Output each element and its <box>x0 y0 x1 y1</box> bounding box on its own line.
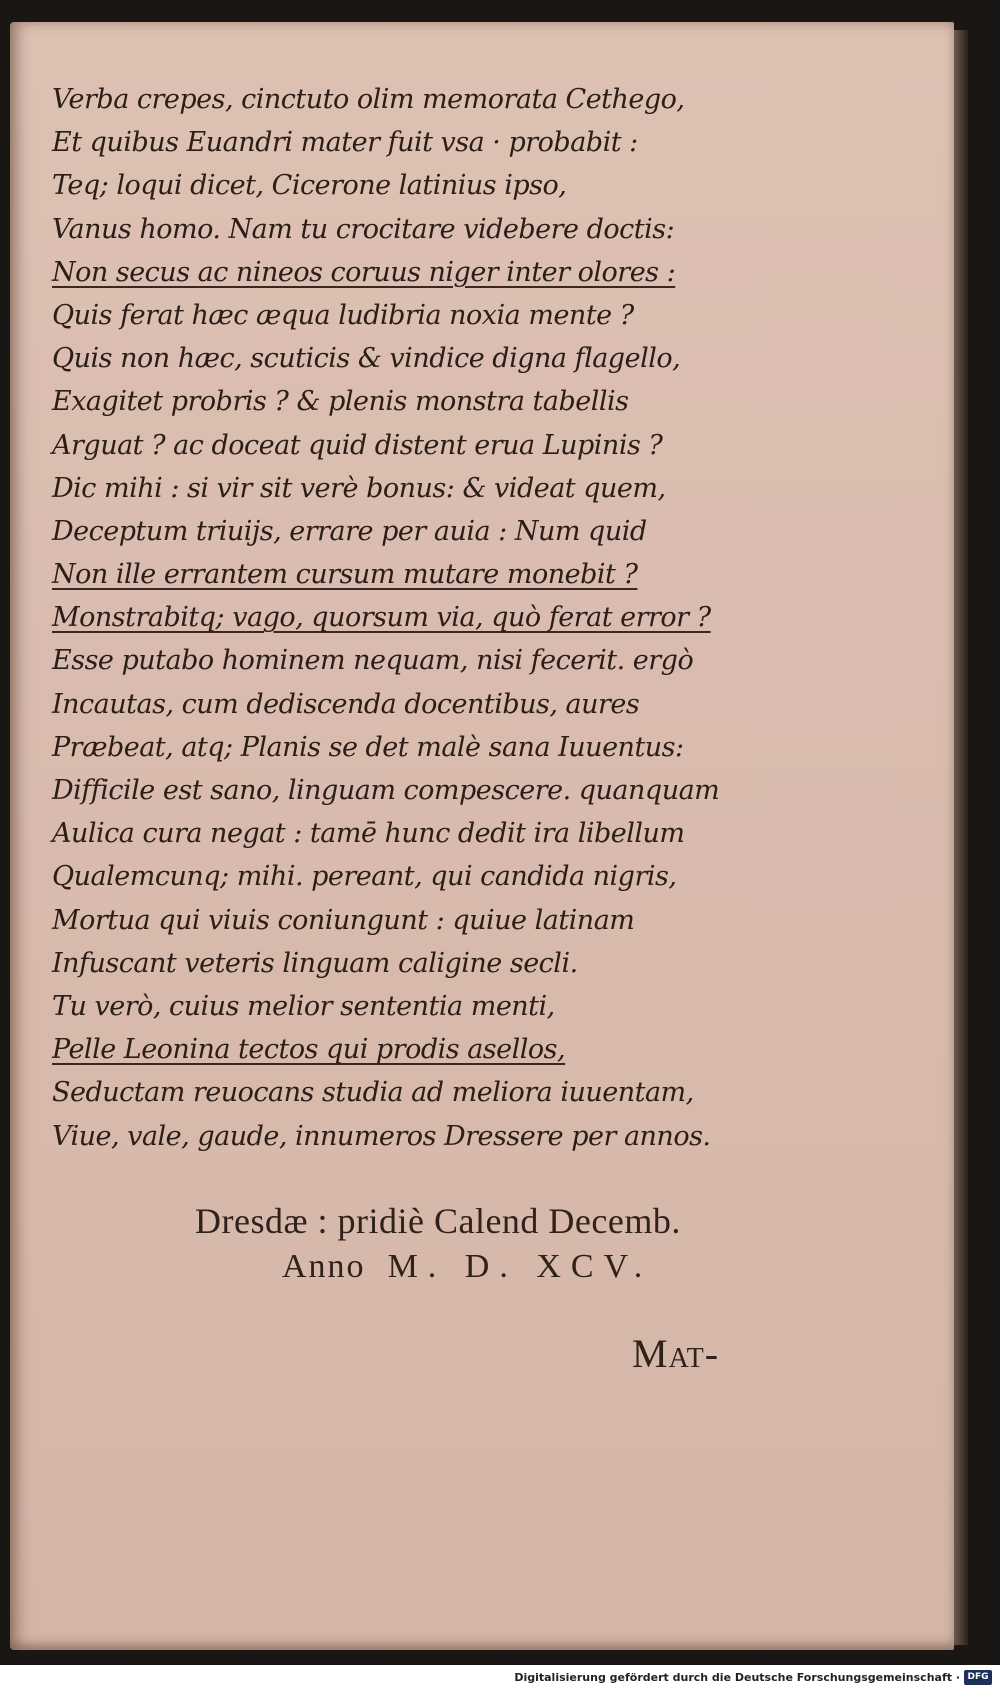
year-label: Anno <box>282 1248 366 1285</box>
verse-line: Verba crepes, cinctuto olim memorata Cethego, <box>52 84 685 115</box>
verse-line-underlined: Non ille errantem cursum mutare monebit ? <box>52 559 638 591</box>
dateline: Dresdæ : pridiè Calend Decemb. <box>195 1201 681 1241</box>
verse-line: Quis ferat hæc æqua ludibria noxia mente ? <box>52 299 634 331</box>
verse-line: Exagitet probris ? & plenis monstra tabellis <box>52 386 629 418</box>
verse-line: Arguat ? ac doceat quid distent erua Lupinis ? <box>52 429 663 461</box>
verse-line: Tu verò, cuius melior sententia menti, <box>52 990 555 1022</box>
verse-line: Seductam reuocans studia ad meliora iuuentam, <box>52 1077 694 1109</box>
verse-line: Dic mihi : si vir sit verè bonus: & videat quem, <box>52 472 666 504</box>
verse-line: Vanus homo. Nam tu crocitare videbere doctis: <box>52 213 675 245</box>
verse-line: Qualemcunq; mihi. pereant, qui candida nigris, <box>52 861 677 893</box>
verse-line: Incautas, cum dediscenda docentibus, aures <box>52 688 640 720</box>
verse-line: Præbeat, atq; Planis se det malè sana Iuuentus: <box>52 731 684 763</box>
year-line <box>282 1248 652 1286</box>
verse-line: Quis non hæc, scuticis & vindice digna flagello, <box>52 343 681 375</box>
dfg-logo-icon: DFG <box>964 1670 992 1685</box>
page-edge <box>954 30 968 1645</box>
verse-line: Esse putabo hominem nequam, nisi fecerit. ergò <box>52 645 694 677</box>
footer-credit: Digitalisierung gefördert durch die Deutsche Forschungsgemeinschaft · <box>514 1671 960 1684</box>
verse-line: Difficile est sano, linguam compescere. quanquam <box>52 775 720 806</box>
verse-line: Viue, vale, gaude, innumeros Dressere per annos. <box>52 1120 711 1152</box>
catchword: Mat- <box>632 1331 720 1376</box>
verse-line-underlined: Non secus ac nineos coruus niger inter olores : <box>52 256 676 288</box>
verse-line: Mortua qui viuis coniungunt : quiue latinam <box>52 904 635 936</box>
verse-line: Aulica cura negat : tamē hunc dedit ira libellum <box>52 818 685 850</box>
verse-line: Teq; loqui dicet, Cicerone latinius ipso, <box>52 170 567 202</box>
verse-line: Deceptum triuijs, errare per auia : Num quid <box>52 515 647 547</box>
digitization-footer <box>0 1665 1000 1693</box>
verse-block <box>52 78 772 1158</box>
verse-line: Infuscant veteris linguam caligine secli. <box>52 947 578 979</box>
verse-line-underlined: Monstrabitq; vago, quorsum via, quò ferat error ? <box>52 602 711 634</box>
year-numerals: M. D. XCV. <box>387 1248 653 1285</box>
verse-line-underlined: Pelle Leonina tectos qui prodis asellos, <box>52 1034 566 1066</box>
verse-line: Et quibus Euandri mater fuit vsa · probabit : <box>52 127 638 159</box>
